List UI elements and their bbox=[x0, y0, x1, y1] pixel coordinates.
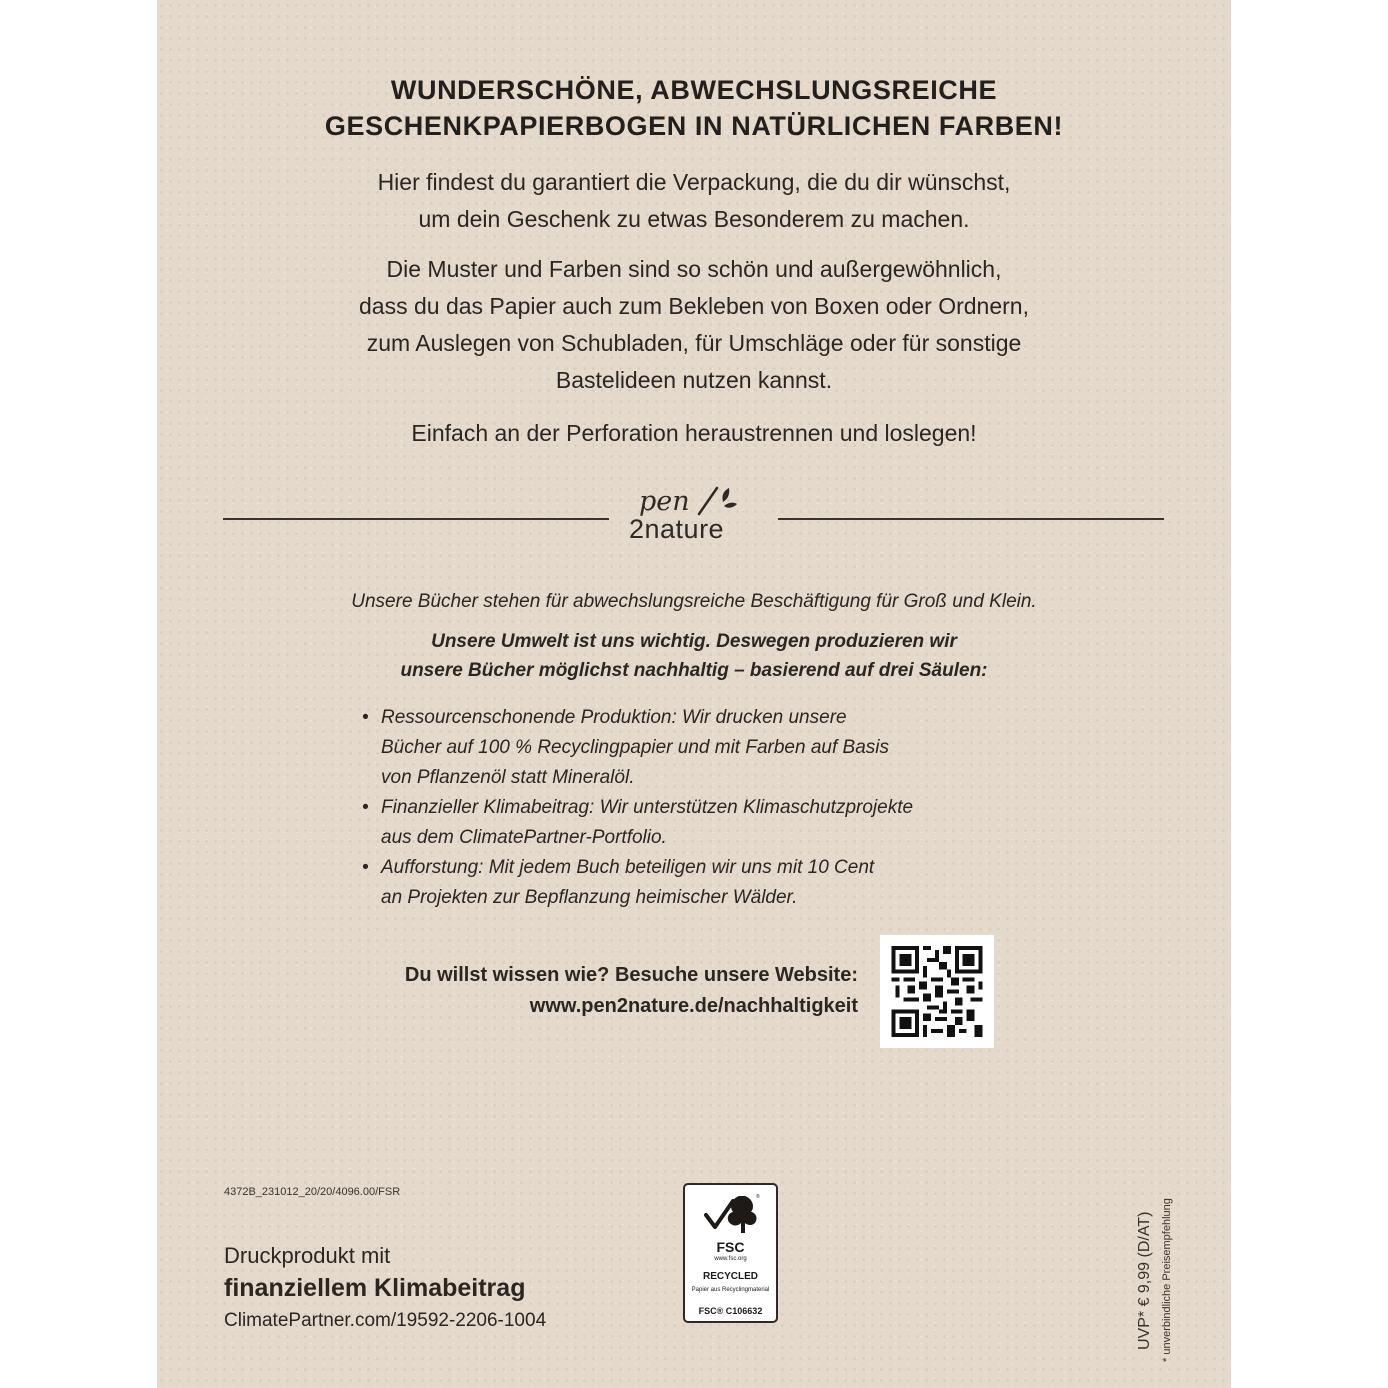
intro-paragraph-3: Einfach an der Perforation heraustrennen und loslegen! bbox=[411, 420, 977, 446]
fsc-sub: Papier aus Recyclingmaterial bbox=[691, 1287, 770, 1293]
leaf-pen-icon bbox=[693, 484, 739, 518]
price-uvp: UVP* € 9,99 (D/AT) bbox=[1136, 1211, 1153, 1350]
fsc-recycled-badge bbox=[683, 1183, 778, 1323]
logo-pen-text: pen bbox=[639, 486, 690, 517]
headline bbox=[157, 72, 1231, 144]
tagline: Unsere Bücher stehen für abwechslungsreiche Beschäftigung für Groß und Klein. bbox=[351, 591, 1037, 612]
fsc-tree-check-icon bbox=[703, 1193, 759, 1237]
list-item-text: Ressourcenschonende Produktion: Wir drucken unsere Bücher auf 100 % Recyclingpapier und mit Farben auf Basis von Pflanzenöl statt Mineralöl. bbox=[381, 707, 889, 788]
print-code: 4372B_231012_20/20/4096.00/FSR bbox=[224, 1186, 401, 1198]
qr-code[interactable] bbox=[880, 935, 994, 1048]
list-item-text: Finanzieller Klimabeitrag: Wir unterstützen Klimaschutzprojekte aus dem ClimatePartner-Portfolio. bbox=[381, 797, 914, 848]
divider-left bbox=[223, 518, 609, 520]
climate-line-1: Druckprodukt mit bbox=[224, 1243, 391, 1268]
list-item bbox=[362, 703, 1062, 793]
intro-paragraph-2: Die Muster und Farben sind so schön und außergewöhnlich, dass du das Papier auch zum Bekleben von Boxen oder Ordnern, zum Auslegen von Schubladen, für Umschläge oder für sonstige Bastelideen nutzen kannst. bbox=[359, 256, 1029, 393]
fsc-code: FSC® C106632 bbox=[698, 1306, 763, 1316]
website-url[interactable]: www.pen2nature.de/nachhaltigkeit bbox=[529, 995, 858, 1017]
divider-right bbox=[778, 518, 1164, 520]
cover-back-page bbox=[157, 0, 1231, 1388]
svg-text:®: ® bbox=[756, 1194, 760, 1200]
fsc-label: RECYCLED bbox=[702, 1271, 758, 1282]
environment-statement: Unsere Umwelt ist uns wichtig. Deswegen produzieren wir unsere Bücher möglichst nachhaltig – basierend auf drei Säulen: bbox=[400, 631, 988, 681]
qr-code-icon bbox=[891, 946, 983, 1037]
bullet-symbol: • bbox=[362, 797, 369, 818]
headline-line-1: WUNDERSCHÖNE, ABWECHSLUNGSREICHE bbox=[390, 75, 998, 105]
climate-line-2: finanziellem Klimabeitrag bbox=[224, 1274, 526, 1302]
sustainability-pillars-list bbox=[362, 703, 1062, 913]
intro-paragraph-1: Hier findest du garantiert die Verpackung, die du dir wünschst, um dein Geschenk zu etwas Besonderem zu machen. bbox=[377, 169, 1011, 232]
pen2nature-logo bbox=[619, 484, 779, 550]
list-item-text: Aufforstung: Mit jedem Buch beteiligen wir uns mit 10 Cent an Projekten zur Bepflanzung heimischer Wälder. bbox=[381, 857, 875, 908]
bullet-symbol: • bbox=[362, 707, 369, 728]
climate-partner-block bbox=[224, 1241, 546, 1336]
website-info bbox=[405, 960, 858, 1022]
website-question: Du willst wissen wie? Besuche unsere Website: bbox=[404, 964, 858, 986]
fsc-brand: FSC bbox=[716, 1239, 745, 1255]
list-item bbox=[362, 853, 1062, 913]
price-note: * unverbindliche Preisempfehlung bbox=[1161, 1198, 1173, 1362]
list-item bbox=[362, 793, 1062, 853]
headline-line-2: GESCHENKPAPIERBOGEN IN NATÜRLICHEN FARBEN! bbox=[324, 111, 1064, 141]
fsc-site: www.fsc.org bbox=[714, 1256, 747, 1262]
climate-partner-url[interactable]: ClimatePartner.com/19592-2206-1004 bbox=[224, 1310, 547, 1331]
bullet-symbol: • bbox=[362, 857, 369, 878]
logo-nature-text: 2nature bbox=[629, 514, 725, 544]
